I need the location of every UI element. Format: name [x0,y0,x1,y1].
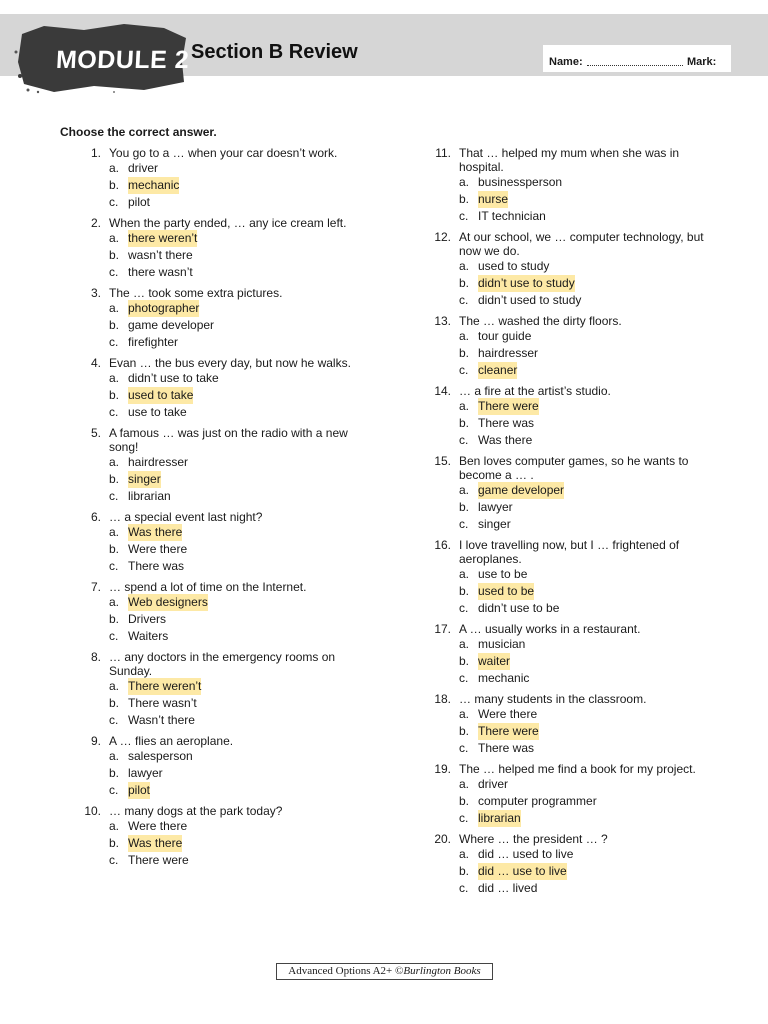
question-text: You go to a … when your car doesn’t work. [109,146,338,160]
option-letter: b. [459,346,470,360]
option-text: computer programmer [478,794,597,808]
option-letter: b. [109,318,120,332]
question-number: 1. [90,146,101,160]
option-letter: a. [109,749,120,763]
question-number: 18. [434,692,451,706]
answer-option[interactable] [459,636,720,653]
answer-option[interactable] [109,264,380,281]
option-text: Were there [128,542,188,556]
highlighted-option-text: nurse [478,192,509,206]
question-number: 5. [90,426,101,440]
option-letter: a. [109,679,120,693]
question-number: 8. [90,650,101,664]
module-label: MODULE 2 [55,46,190,74]
highlighted-option-text: singer [128,472,161,486]
answer-option[interactable] [109,835,380,852]
option-letter: c. [459,881,469,895]
option-letter: b. [459,584,470,598]
question-item [430,762,720,827]
answer-option[interactable] [459,706,720,723]
question-item [80,734,380,799]
highlighted-option-text: waiter [478,654,511,668]
answer-option[interactable] [459,880,720,897]
option-letter: c. [109,405,119,419]
option-letter: a. [459,329,470,343]
question-number: 6. [90,510,101,524]
answer-option[interactable] [459,362,720,379]
option-text: tour guide [478,329,532,343]
footer [276,963,493,980]
answer-option[interactable] [109,194,380,211]
option-letter: a. [109,819,120,833]
option-letter: b. [459,416,470,430]
option-text: didn’t use to take [128,371,219,385]
question-text: A … flies an aeroplane. [109,734,234,748]
question-number: 15. [434,454,451,468]
page-title: Section B Review [191,41,358,63]
answer-option[interactable] [459,208,720,225]
question-number: 20. [434,832,451,846]
question-text: … a special event last night? [109,510,263,524]
answer-option[interactable] [459,275,720,292]
answer-option[interactable] [459,398,720,415]
option-letter: a. [459,567,470,581]
highlighted-option-text: Web designers [128,595,208,609]
question-number: 7. [90,580,101,594]
answer-option[interactable] [459,653,720,670]
answer-option[interactable] [109,471,380,488]
answer-option[interactable] [109,524,380,541]
option-text: there wasn’t [128,265,193,279]
question-item [430,384,720,449]
option-text: didn’t used to study [478,293,582,307]
option-text: used to study [478,259,550,273]
option-text: Waiters [128,629,169,643]
question-item [80,356,380,421]
question-text: A famous … was just on the radio with a new song! [109,426,348,454]
highlighted-option-text: There weren’t [128,679,202,693]
highlighted-option-text: There were [478,399,539,413]
name-mark-box [543,45,731,72]
highlighted-option-text: pilot [128,783,151,797]
option-text: driver [128,161,159,175]
answer-option[interactable] [459,482,720,499]
option-text: firefighter [128,335,179,349]
questions-column-right [430,146,720,902]
option-letter: a. [109,455,120,469]
answer-option[interactable] [109,611,380,628]
option-text: There wasn’t [128,696,197,710]
option-letter: a. [109,595,120,609]
question-item [430,622,720,687]
answer-option[interactable] [459,258,720,275]
answer-option[interactable] [459,328,720,345]
question-item [430,230,720,309]
answer-option[interactable] [459,670,720,687]
answer-option[interactable] [109,404,380,421]
answer-option[interactable] [459,345,720,362]
highlighted-option-text: Was there [128,525,183,539]
highlighted-option-text: used to take [128,388,194,402]
question-item [430,538,720,617]
answer-option[interactable] [109,782,380,799]
option-text: librarian [128,489,171,503]
answer-option[interactable] [109,558,380,575]
option-text: use to take [128,405,187,419]
answer-option[interactable] [109,695,380,712]
option-letter: a. [109,231,120,245]
question-item [80,804,380,869]
name-label: Name: [549,56,583,68]
question-item [80,510,380,575]
option-letter: b. [109,178,120,192]
answer-option[interactable] [459,793,720,810]
option-text: pilot [128,195,151,209]
answer-option[interactable] [109,541,380,558]
option-text: Wasn’t there [128,713,195,727]
option-letter: b. [459,500,470,514]
highlighted-option-text: didn’t use to study [478,276,575,290]
option-text: use to be [478,567,528,581]
question-text: The … washed the dirty floors. [459,314,622,328]
answer-option[interactable] [459,432,720,449]
answer-option[interactable] [459,776,720,793]
answer-option[interactable] [459,723,720,740]
option-letter: b. [109,248,120,262]
option-letter: b. [109,388,120,402]
answer-option[interactable] [109,370,380,387]
answer-option[interactable] [459,292,720,309]
option-letter: b. [459,654,470,668]
option-letter: b. [109,836,120,850]
option-letter: b. [459,794,470,808]
question-text: … many dogs at the park today? [109,804,283,818]
option-letter: a. [109,371,120,385]
option-letter: a. [459,259,470,273]
question-text: The … helped me find a book for my project. [459,762,696,776]
highlighted-option-text: did … use to live [478,864,567,878]
option-letter: b. [459,864,470,878]
option-letter: c. [109,853,119,867]
question-item [80,650,380,729]
question-item [80,580,380,645]
option-text: There were [128,853,189,867]
question-text: Ben loves computer games, so he wants to become a … . [459,454,689,482]
option-letter: a. [459,847,470,861]
option-letter: c. [109,629,119,643]
answer-option[interactable] [459,600,720,617]
question-number: 12. [434,230,451,244]
answer-option[interactable] [109,300,380,317]
question-text: … a fire at the artist’s studio. [459,384,611,398]
option-text: There was [478,416,535,430]
option-text: Were there [478,707,538,721]
question-text: … any doctors in the emergency rooms on Sunday. [109,650,336,678]
answer-option[interactable] [109,247,380,264]
question-text: At our school, we … computer technology, but now we do. [459,230,704,258]
answer-option[interactable] [459,810,720,827]
option-letter: a. [459,777,470,791]
option-letter: c. [459,601,469,615]
option-letter: a. [459,175,470,189]
answer-option[interactable] [109,454,380,471]
highlighted-option-text: mechanic [128,178,180,192]
answer-option[interactable] [109,177,380,194]
question-item [430,832,720,897]
option-letter: a. [109,161,120,175]
answer-option[interactable] [459,566,720,583]
question-number: 17. [434,622,451,636]
answer-option[interactable] [459,846,720,863]
option-text: did … used to live [478,847,574,861]
option-text: wasn’t there [128,248,193,262]
option-letter: b. [109,542,120,556]
answer-option[interactable] [459,499,720,516]
option-letter: a. [459,399,470,413]
answer-option[interactable] [109,334,380,351]
option-text: lawyer [128,766,163,780]
footer-brand: Burlington Books [403,965,481,977]
option-letter: c. [459,293,469,307]
answer-option[interactable] [109,818,380,835]
option-text: lawyer [478,500,513,514]
answer-option[interactable] [109,594,380,611]
highlighted-option-text: There were [478,724,539,738]
option-letter: c. [109,335,119,349]
option-text: IT technician [478,209,546,223]
question-number: 19. [434,762,451,776]
answer-option[interactable] [109,317,380,334]
question-text: A … usually works in a restaurant. [459,622,641,636]
option-text: driver [478,777,509,791]
option-letter: c. [109,559,119,573]
question-text: I love travelling now, but I … frightened of aeroplanes. [459,538,680,566]
answer-option[interactable] [109,628,380,645]
footer-text: Advanced Options A2+ © [288,965,404,977]
highlighted-option-text: cleaner [478,363,518,377]
option-text: mechanic [478,671,530,685]
highlighted-option-text: game developer [478,483,565,497]
option-text: hairdresser [128,455,189,469]
answer-option[interactable] [459,516,720,533]
question-number: 10. [84,804,101,818]
question-number: 4. [90,356,101,370]
option-letter: c. [459,671,469,685]
name-field[interactable] [587,65,683,66]
option-text: game developer [128,318,215,332]
option-letter: a. [459,483,470,497]
option-text: There was [128,559,185,573]
question-item [80,146,380,211]
question-number: 13. [434,314,451,328]
question-number: 3. [90,286,101,300]
option-letter: c. [459,517,469,531]
question-text: That … helped my mum when she was in hospital. [459,146,680,174]
option-letter: c. [109,195,119,209]
option-text: Were there [128,819,188,833]
answer-option[interactable] [459,863,720,880]
question-number: 16. [434,538,451,552]
option-letter: b. [109,696,120,710]
option-text: hairdresser [478,346,539,360]
question-item [80,286,380,351]
answer-option[interactable] [109,748,380,765]
question-number: 14. [434,384,451,398]
question-number: 2. [90,216,101,230]
answer-option[interactable] [459,415,720,432]
option-text: salesperson [128,749,193,763]
highlighted-option-text: there weren’t [128,231,198,245]
option-text: There was [478,741,535,755]
option-text: did … lived [478,881,538,895]
option-text: musician [478,637,526,651]
option-text: Was there [478,433,533,447]
question-item [430,454,720,533]
option-letter: a. [459,707,470,721]
question-item [80,426,380,505]
option-text: Drivers [128,612,166,626]
question-item [430,314,720,379]
question-item [80,216,380,281]
option-letter: c. [459,433,469,447]
option-letter: c. [459,209,469,223]
option-letter: b. [109,766,120,780]
highlighted-option-text: Was there [128,836,183,850]
question-text: … spend a lot of time on the Internet. [109,580,307,594]
highlighted-option-text: librarian [478,811,521,825]
answer-option[interactable] [109,160,380,177]
highlighted-option-text: photographer [128,301,200,315]
answer-option[interactable] [109,852,380,869]
questions-column-left [80,146,380,874]
mark-label: Mark: [687,56,717,68]
instruction: Choose the correct answer. [60,125,217,139]
option-letter: a. [459,637,470,651]
option-letter: c. [109,783,119,797]
option-letter: c. [109,265,119,279]
question-text: Where … the president … ? [459,832,608,846]
option-text: businessperson [478,175,563,189]
answer-option[interactable] [459,583,720,600]
option-letter: c. [459,811,469,825]
question-number: 9. [90,734,101,748]
answer-option[interactable] [109,712,380,729]
question-text: When the party ended, … any ice cream left. [109,216,347,230]
option-text: didn’t use to be [478,601,560,615]
option-letter: c. [459,741,469,755]
question-text: Evan … the bus every day, but now he walks. [109,356,351,370]
option-letter: b. [459,724,470,738]
question-text: … many students in the classroom. [459,692,647,706]
option-letter: b. [459,192,470,206]
question-text: The … took some extra pictures. [109,286,283,300]
option-letter: b. [109,472,120,486]
answer-option[interactable] [109,765,380,782]
option-text: singer [478,517,511,531]
answer-option[interactable] [109,387,380,404]
option-letter: c. [109,713,119,727]
answer-option[interactable] [109,678,380,695]
question-item [430,692,720,757]
option-letter: a. [109,525,120,539]
answer-option[interactable] [459,191,720,208]
option-letter: b. [459,276,470,290]
answer-option[interactable] [459,740,720,757]
question-item [430,146,720,225]
answer-option[interactable] [109,488,380,505]
question-number: 11. [435,146,451,160]
answer-option[interactable] [459,174,720,191]
option-letter: a. [109,301,120,315]
option-letter: c. [459,363,469,377]
option-letter: c. [109,489,119,503]
highlighted-option-text: used to be [478,584,535,598]
answer-option[interactable] [109,230,380,247]
option-letter: b. [109,612,120,626]
